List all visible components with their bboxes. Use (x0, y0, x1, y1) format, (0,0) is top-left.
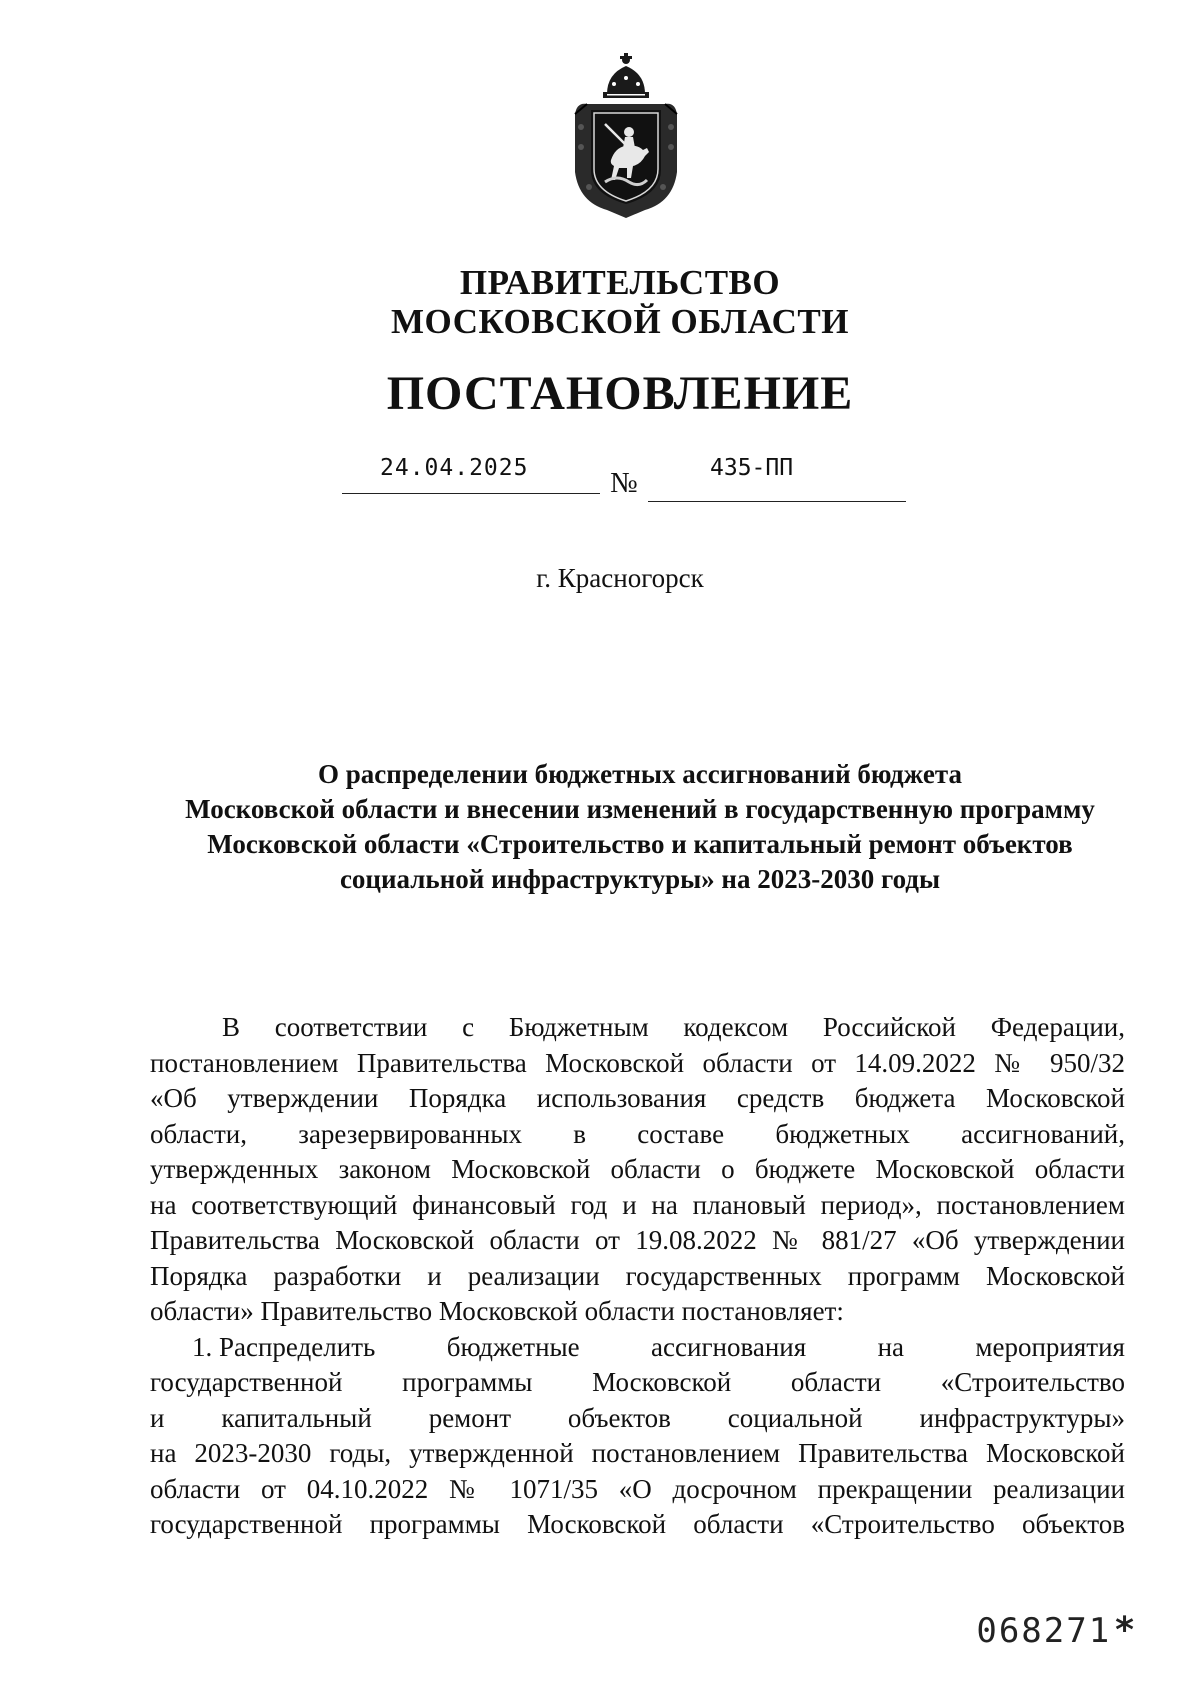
serial-digits: 068271 (976, 1611, 1112, 1651)
document-body (150, 1010, 1125, 1543)
title-line: Московской области «Строительство и капитальный ремонт объектов (207, 829, 1073, 859)
body-word: на (877, 1331, 904, 1362)
document-number: 435-ПП (710, 455, 794, 481)
body-line: государственной программы Московской области «Строительство объектов (150, 1509, 1125, 1539)
body-word: ремонт (428, 1402, 512, 1433)
title-line: социальной инфраструктуры» на 2023-2030 годы (339, 864, 941, 894)
number-underline (648, 501, 906, 502)
body-line: на соответствующий финансовый год и на плановый период», постановлением (150, 1189, 1125, 1220)
date-underline (342, 493, 600, 494)
number-sign: № (610, 467, 638, 499)
coat-of-arms-icon (567, 52, 685, 220)
body-word: ассигнования (651, 1331, 807, 1362)
date-number-row (0, 455, 1200, 505)
body-line: утвержденных законом Московской области о бюджете Московской области (150, 1154, 1125, 1184)
body-word: Московской (592, 1367, 732, 1397)
body-word: объектов (567, 1402, 671, 1433)
government-name-line2: МОСКОВСКОЙ ОБЛАСТИ (391, 302, 849, 341)
body-word: мероприятия (975, 1331, 1125, 1362)
body-word: инфраструктуры» (919, 1402, 1125, 1433)
body-line: области от 04.10.2022 № 1071/35 «О досрочном прекращении реализации (150, 1473, 1125, 1504)
title-line: О распределении бюджетных ассигнований бюджета (318, 759, 962, 789)
body-line: постановлением Правительства Московской области от 14.09.2022 № 950/32 (150, 1047, 1125, 1078)
body-line: Правительства Московской области от 19.08.2022 № 881/27 «Об утверждении (150, 1225, 1125, 1255)
body-word: социальной (727, 1402, 863, 1433)
body-word: «Строительство (940, 1367, 1125, 1397)
document-title (150, 757, 1130, 897)
body-line-split (150, 1330, 1125, 1366)
government-name-line1: ПРАВИТЕЛЬСТВО (459, 263, 781, 302)
document-date: 24.04.2025 (380, 455, 529, 481)
body-word: программы (402, 1367, 533, 1397)
body-line-split (150, 1401, 1125, 1437)
body-word: бюджетные (446, 1331, 580, 1362)
body-line: Порядка разработки и реализации государственных программ Московской (150, 1260, 1125, 1291)
body-word: и (150, 1402, 165, 1433)
form-serial-number (976, 1610, 1136, 1651)
body-line-split (150, 1365, 1125, 1401)
body-line: «Об утверждении Порядка использования средств бюджета Московской (150, 1083, 1125, 1113)
body-line: области, зарезервированных в составе бюджетных ассигнований, (150, 1118, 1125, 1149)
body-word: 1. Распределить (192, 1331, 376, 1362)
asterisk-icon: * (1115, 1610, 1136, 1651)
body-line: области» Правительство Московской области постановляет: (150, 1296, 844, 1326)
title-line: Московской области и внесении изменений в государственную программу (185, 794, 1095, 824)
body-word: капитальный (221, 1402, 372, 1433)
document-type: ПОСТАНОВЛЕНИЕ (386, 367, 854, 420)
body-word: области (790, 1367, 882, 1397)
city: г. Красногорск (536, 563, 704, 593)
body-line: на 2023-2030 годы, утвержденной постановлением Правительства Московской (150, 1438, 1125, 1468)
body-word: государственной (150, 1367, 343, 1397)
body-line: В соответствии с Бюджетным кодексом Российской Федерации, (222, 1012, 1125, 1042)
